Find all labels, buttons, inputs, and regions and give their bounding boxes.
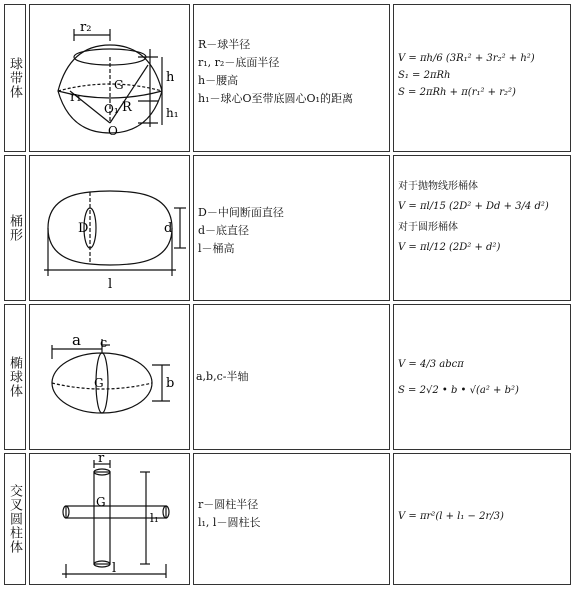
spherical-zone-figure — [30, 5, 189, 151]
fig1-label-G: G — [114, 78, 124, 92]
fig1-label-O: O — [108, 124, 118, 138]
param-line: r－圆柱半径 — [198, 498, 259, 511]
row2-formulas — [398, 178, 549, 260]
fig1-label-o1: O₁ — [104, 102, 119, 116]
row3-params — [196, 368, 248, 386]
formula-line: S = 2πRh + π(r₁² + r₂²) — [398, 87, 516, 98]
formula-note: 对于圆形桶体 — [398, 222, 458, 233]
fig3-label-c: c — [100, 336, 108, 351]
formula-note: 对于抛物线形桶体 — [398, 181, 478, 192]
fig1-label-r1: r₁ — [70, 90, 82, 105]
param-line: l₁, l－圆柱长 — [198, 516, 261, 529]
cross-cylinder-figure — [30, 454, 189, 584]
fig2-label-l: l — [108, 277, 113, 292]
formula-line: S₁ = 2πRh — [398, 70, 451, 81]
fig1-label-r2: r₂ — [80, 20, 92, 35]
fig1-label-h: h — [166, 70, 175, 85]
row1-name: 球带体 — [7, 57, 22, 99]
row4-params — [198, 496, 260, 532]
param-line: l－桶高 — [198, 242, 235, 255]
formula-line: V = 4/3 abcπ — [398, 359, 464, 370]
param-line: D－中间断面直径 — [198, 206, 284, 219]
param-line: h－腰高 — [198, 74, 239, 87]
fig2-label-D: D — [78, 221, 89, 236]
row4-formulas — [398, 508, 504, 525]
formula-line: S = 2√2 • b • √(a² + b²) — [398, 385, 519, 396]
fig3-label-a: a — [72, 331, 81, 349]
fig2-label-d: d — [164, 221, 173, 236]
fig4-label-l1: l₁ — [150, 511, 159, 525]
row1-formulas — [398, 50, 535, 101]
fig3-label-b: b — [166, 376, 175, 391]
row1-params — [198, 36, 353, 108]
row3-formulas — [398, 352, 519, 404]
fig1-label-R: R — [122, 100, 132, 115]
param-line: r₁, r₂－底面半径 — [198, 56, 280, 69]
row3-name: 椭球体 — [7, 356, 22, 398]
row4-name: 交叉圆柱体 — [7, 484, 22, 554]
param-line: d－底直径 — [198, 224, 250, 237]
fig3-label-G: G — [94, 376, 104, 390]
fig4-label-r: r — [98, 454, 105, 466]
fig4-label-l: l — [112, 561, 117, 576]
param-line: a,b,c-半轴 — [196, 370, 249, 383]
row2-params — [198, 204, 284, 258]
row2-name: 桶形 — [7, 214, 22, 242]
formula-line: V = πr²(l + l₁ − 2r/3) — [398, 511, 504, 522]
formula-line: V = πh/6 (3R₁² + 3r₂² + h²) — [398, 53, 535, 64]
fig4-label-G: G — [96, 495, 106, 509]
barrel-figure — [30, 156, 189, 300]
ellipsoid-figure — [30, 305, 189, 449]
formula-line: V = πl/12 (2D² + d²) — [398, 242, 501, 253]
param-line: R－球半径 — [198, 38, 251, 51]
param-line: h₁－球心O至带底圆心O₁的距离 — [198, 92, 353, 105]
fig1-label-h1: h₁ — [166, 106, 179, 120]
formula-line: V = πl/15 (2D² + Dd + 3/4 d²) — [398, 201, 549, 212]
